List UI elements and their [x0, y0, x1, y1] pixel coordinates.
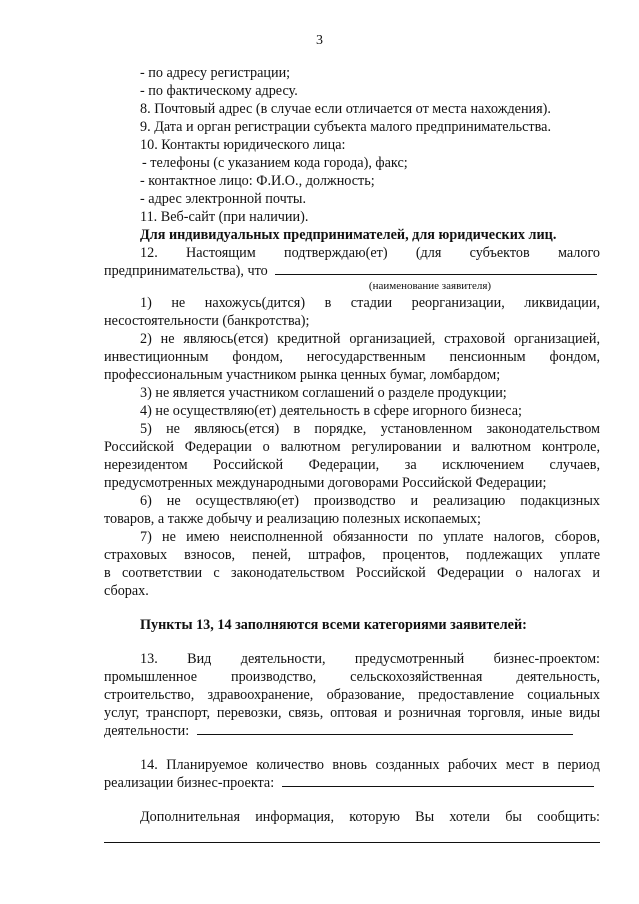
paragraph-line — [104, 262, 600, 280]
list-item: 8. Почтовый адрес (в случае если отличается от места нахождения). — [140, 101, 551, 117]
list-item: 6) не осуществляю(ет) производство и реализацию подакцизных — [140, 493, 600, 509]
paragraph-line: 12. Настоящим подтверждаю(ет) (для субъектов малого — [140, 245, 600, 261]
list-item: 4) не осуществляю(ет) деятельность в сфере игорного бизнеса; — [140, 403, 522, 419]
paragraph-line: строительство, здравоохранение, образование, предоставление социальных — [104, 687, 600, 703]
list-item: - контактное лицо: Ф.И.О., должность; — [140, 173, 375, 189]
paragraph-line — [104, 774, 600, 792]
paragraph-line: промышленное производство, сельскохозяйственная деятельность, — [104, 669, 600, 685]
paragraph-line: Дополнительная информация, которую Вы хотели бы сообщить: — [140, 809, 600, 825]
list-item: 11. Веб-сайт (при наличии). — [140, 209, 309, 225]
list-item: профессиональным участником рынка ценных бумаг, ломбардом; — [104, 367, 501, 383]
paragraph-text: реализации бизнес-проекта: — [104, 775, 275, 791]
list-item: - по адресу регистрации; — [140, 65, 291, 81]
paragraph-line: 14. Планируемое количество вновь созданных рабочих мест в период — [140, 757, 600, 773]
paragraph-line — [104, 722, 600, 740]
list-item: товаров, а также добычу и реализацию полезных ископаемых; — [104, 511, 481, 527]
list-item: 9. Дата и орган регистрации субъекта малого предпринимательства. — [140, 119, 551, 135]
list-item: 10. Контакты юридического лица: — [140, 137, 346, 153]
list-item: - адрес электронной почты. — [140, 191, 307, 207]
jobs-count-field[interactable] — [282, 774, 594, 787]
paragraph-text: предпринимательства), что — [104, 263, 268, 279]
list-item: - по фактическому адресу. — [140, 83, 298, 99]
list-item: страховых взносов, пеней, штрафов, процентов, подлежащих уплате — [104, 547, 600, 563]
list-item: - телефоны (с указанием кода города), факс; — [142, 155, 408, 171]
list-item: 2) не являюсь(ется) кредитной организацией, страховой организацией, — [140, 331, 600, 347]
list-item: 7) не имею неисполненной обязанности по уплате налогов, сборов, — [140, 529, 600, 545]
list-item: нерезидентом Российской Федерации, за исключением случаев, — [104, 457, 600, 473]
list-item: сборах. — [104, 583, 149, 599]
list-item: 3) не является участником соглашений о разделе продукции; — [140, 385, 507, 401]
paragraph-line: услуг, транспорт, перевозки, связь, оптовая и розничная торговля, иные виды — [104, 705, 600, 721]
paragraph-line: 13. Вид деятельности, предусмотренный бизнес-проектом: — [140, 651, 600, 667]
field-caption: (наименование заявителя) — [368, 280, 492, 292]
additional-info-field[interactable] — [104, 842, 600, 843]
activity-type-field[interactable] — [197, 722, 573, 735]
section-heading: Для индивидуальных предпринимателей, для юридических лиц. — [140, 227, 557, 243]
page-number: 3 — [316, 33, 323, 48]
list-item: несостоятельности (банкротства); — [104, 313, 310, 329]
applicant-name-field[interactable] — [275, 262, 597, 275]
list-item: 1) не нахожусь(дится) в стадии реорганизации, ликвидации, — [140, 295, 600, 311]
section-heading: Пункты 13, 14 заполняются всеми категориями заявителей: — [140, 617, 527, 633]
list-item: 5) не являюсь(ется) в порядке, установленном законодательством — [140, 421, 600, 437]
list-item: инвестиционным фондом, негосударственным пенсионным фондом, — [104, 349, 600, 365]
list-item: в соответствии с законодательством Российской Федерации о налогах и — [104, 565, 600, 581]
list-item: предусмотренных международными договорами Российской Федерации; — [104, 475, 547, 491]
paragraph-text: деятельности: — [104, 723, 190, 739]
list-item: Российской Федерации о валютном регулировании и валютном контроле, — [104, 439, 600, 455]
